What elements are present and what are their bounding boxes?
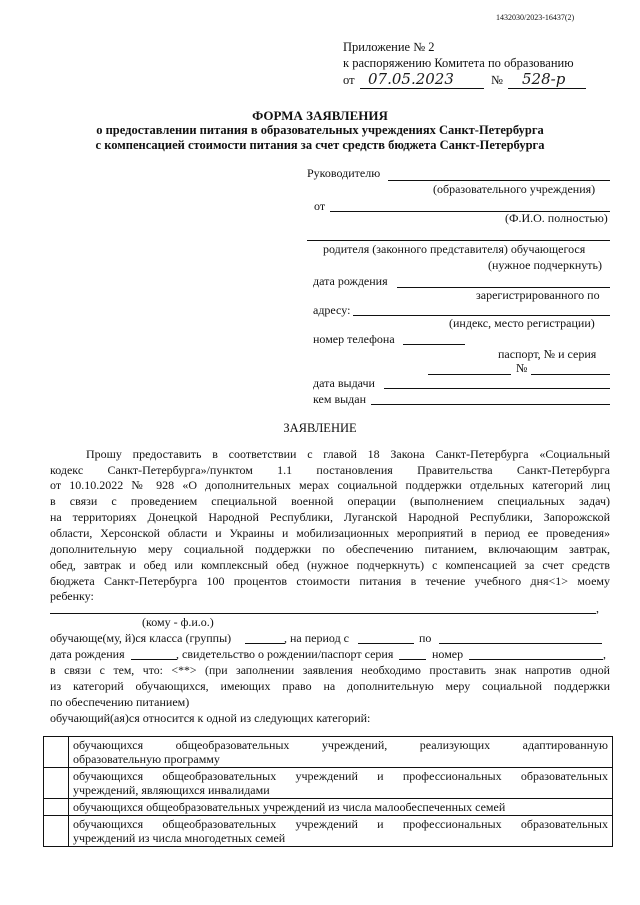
- category-text-cont: учреждений из числа многодетных семей: [73, 831, 286, 845]
- child-name-comma: ,: [596, 601, 599, 615]
- reason-line-2: из категорий обучающихся, имеющих право на дополнительную меру социальной поддержки: [50, 679, 610, 693]
- child-birth-label: дата рождения: [50, 647, 125, 661]
- issue-date-line[interactable]: [384, 388, 610, 389]
- category-intro: обучающий(ая)ся относится к одной из следующих категорий:: [50, 711, 371, 725]
- passport-number-sign: №: [516, 361, 528, 375]
- registered-label: зарегистрированного по: [476, 288, 600, 302]
- statement-line-9: бюджета Санкт-Петербурга 100 процентов стоимости питания в течение учебного дня<1> моему: [50, 574, 610, 588]
- certificate-number-line[interactable]: [469, 659, 603, 660]
- category-text: обучающихся общеобразовательных учреждений из числа малообеспеченных семей: [73, 800, 506, 814]
- statement-heading: ЗАЯВЛЕНИЕ: [283, 421, 357, 435]
- underline-hint: (нужное подчеркнуть): [488, 258, 602, 272]
- category-row: [44, 816, 613, 847]
- category-text: обучающихся общеобразовательных учреждений и профессиональных образовательных: [73, 769, 608, 783]
- head-field-line[interactable]: [388, 180, 610, 181]
- period-to-line[interactable]: [439, 643, 602, 644]
- appendix-date-handwritten: 07.05.2023: [368, 70, 454, 88]
- category-row: [44, 768, 613, 799]
- appendix-date-prefix: от: [343, 73, 355, 87]
- category-row: [44, 799, 613, 816]
- reason-last-line: по обеспечению питанием): [50, 695, 190, 709]
- birth-date-label: дата рождения: [313, 274, 388, 288]
- period-from-line[interactable]: [358, 643, 414, 644]
- issued-by-label: кем выдан: [313, 392, 367, 406]
- categories-table: [43, 736, 613, 847]
- passport-number-line[interactable]: [531, 374, 610, 375]
- period-from-label: , на период с: [284, 631, 350, 645]
- fio-continuation-line[interactable]: [307, 240, 610, 241]
- category-text: обучающихся общеобразовательных учреждений и профессиональных образовательных: [73, 817, 608, 831]
- form-title: ФОРМА ЗАЯВЛЕНИЯ: [252, 108, 388, 123]
- form-subtitle-2: с компенсацией стоимости питания за счет средств бюджета Санкт-Петербурга: [95, 138, 545, 152]
- statement-line-4: в связи с проведением специальной военной операции (выполнением специальных задач): [50, 494, 610, 508]
- statement-line-1: Прошу предоставить в соответствии с главой 18 Закона Санкт-Петербурга «Социальный: [86, 447, 610, 461]
- category-checkbox[interactable]: [44, 816, 69, 847]
- statement-line-5: на территориях Донецкой Народной Республики, Луганской Народной Республики, Запорожской: [50, 510, 610, 524]
- statement-line-6: области, Херсонской области и Украины и мобилизационных мероприятий в период ее проведения»: [50, 526, 610, 540]
- head-hint: (образовательного учреждения): [433, 182, 596, 196]
- form-subtitle-1: о предоставлении питания в образовательных учреждениях Санкт-Петербурга: [96, 123, 544, 137]
- child-name-line[interactable]: [50, 613, 596, 614]
- passport-series-line[interactable]: [428, 374, 511, 375]
- child-birth-line[interactable]: [131, 659, 177, 660]
- appendix-number-handwritten: 528-р: [522, 70, 566, 88]
- reason-line-1: в связи с тем, что: <**> (при заполнении заявления необходимо проставить знак напротив одной: [50, 663, 610, 677]
- category-text-cont: образовательную программу: [73, 752, 220, 766]
- period-to-label: по: [419, 631, 432, 645]
- parent-label: родителя (законного представителя) обучающегося: [323, 242, 586, 256]
- phone-line[interactable]: [403, 344, 465, 345]
- appendix-number-sign: №: [491, 73, 503, 87]
- category-text-cont: учреждений, являющихся инвалидами: [73, 783, 270, 797]
- document-id: 1432030/2023-16437(2): [496, 13, 575, 22]
- passport-label: паспорт, № и серия: [498, 347, 597, 361]
- certificate-series-line[interactable]: [399, 659, 426, 660]
- certificate-series-label: , свидетельство о рождении/паспорт серия: [176, 647, 394, 661]
- class-label: обучающе(му, й)ся класса (группы): [50, 631, 232, 645]
- category-text: обучающихся общеобразовательных учреждений, реализующих адаптированную: [73, 738, 608, 752]
- category-checkbox[interactable]: [44, 737, 69, 768]
- address-hint: (индекс, место регистрации): [449, 316, 595, 330]
- from-label: от: [314, 199, 326, 213]
- phone-label: номер телефона: [313, 332, 395, 346]
- category-checkbox[interactable]: [44, 768, 69, 799]
- certificate-comma: ,: [603, 647, 606, 661]
- statement-line-7: дополнительную меру социальной поддержки по обеспечению питанием, включающим завтрак,: [50, 542, 610, 556]
- fio-hint: (Ф.И.О. полностью): [505, 211, 608, 225]
- appendix-order: к распоряжению Комитета по образованию: [343, 56, 574, 70]
- certificate-number-label: номер: [432, 647, 464, 661]
- address-label: адресу:: [313, 303, 351, 317]
- head-label: Руководителю: [307, 166, 381, 180]
- class-line[interactable]: [245, 643, 285, 644]
- statement-line-3: от 10.10.2022 № 928 «О дополнительных мерах социальной поддержки отдельных категорий лиц: [50, 478, 610, 492]
- category-checkbox[interactable]: [44, 799, 69, 816]
- issue-date-label: дата выдачи: [313, 376, 375, 390]
- statement-line-8: обед, завтрак и обед или комплексный обед (нужное подчеркнуть) с компенсацией за счет средств: [50, 558, 610, 572]
- statement-last-line: ребенку:: [50, 589, 94, 603]
- appendix-title: Приложение № 2: [343, 40, 435, 54]
- category-row: [44, 737, 613, 768]
- issued-by-line[interactable]: [371, 404, 610, 405]
- to-whom-hint: (кому - ф.и.о.): [142, 615, 214, 629]
- statement-line-2: кодекс Санкт-Петербурга»/пунктом 1.1 постановления Правительства Санкт-Петербурга: [50, 463, 610, 477]
